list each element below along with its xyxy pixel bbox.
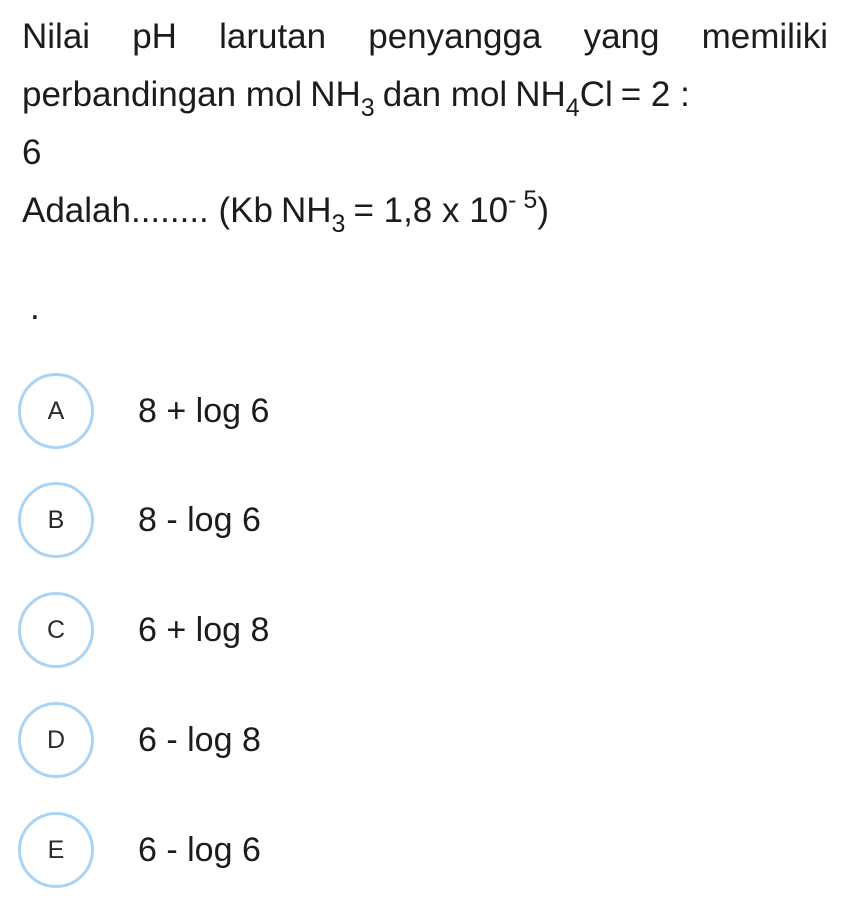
question-line-1: Nilai pH larutan penyangga yang memiliki: [22, 17, 828, 56]
trailing-dot: .: [30, 288, 40, 327]
formula-nh4cl-subscript: 4: [565, 94, 580, 122]
option-a[interactable]: [18, 371, 578, 451]
option-c-text: 6 + log 8: [138, 610, 270, 649]
option-e[interactable]: [18, 810, 578, 890]
option-e-text: 6 - log 6: [138, 830, 261, 869]
option-d[interactable]: [18, 700, 578, 780]
option-a-letter: A: [47, 396, 65, 425]
option-b-text: 8 - log 6: [138, 500, 261, 539]
option-d-letter: D: [46, 725, 66, 754]
option-a-circle[interactable]: [18, 373, 94, 449]
question-text-perbandingan: perbandingan mol: [22, 75, 303, 114]
question-line-2: [22, 66, 828, 124]
question-line-4: [22, 182, 828, 240]
formula-kb-nh3: [280, 191, 346, 238]
option-e-circle[interactable]: [18, 812, 94, 888]
formula-nh4cl: [515, 75, 613, 122]
option-c-circle[interactable]: [18, 592, 94, 668]
option-b[interactable]: [18, 480, 578, 560]
option-d-text: 6 - log 8: [138, 720, 261, 759]
formula-nh3: [310, 75, 375, 122]
formula-nh3-nh: NH: [310, 75, 361, 114]
option-c-letter: C: [46, 615, 66, 644]
question-line-3: 6: [22, 133, 42, 172]
option-a-text: 8 + log 6: [138, 391, 270, 430]
kb-value: = 1,8 x 10: [353, 191, 509, 230]
formula-kb-nh: NH: [280, 191, 332, 230]
formula-nh3-subscript: 3: [360, 94, 375, 122]
formula-nh4cl-nh: NH: [515, 75, 566, 114]
question-text: [22, 8, 828, 240]
option-e-letter: E: [47, 835, 65, 864]
ratio-text: = 2 :: [620, 75, 690, 114]
kb-exponent: - 5: [508, 186, 538, 214]
formula-nh4cl-cl: Cl: [579, 75, 613, 114]
option-b-letter: B: [47, 505, 65, 534]
question-text-dan-mol: dan mol: [382, 75, 508, 114]
formula-kb-subscript: 3: [331, 210, 346, 238]
option-c[interactable]: [18, 590, 578, 670]
close-paren: ): [537, 191, 549, 230]
option-d-circle[interactable]: [18, 702, 94, 778]
option-b-circle[interactable]: [18, 482, 94, 558]
question-text-adalah: Adalah........ (Kb: [22, 191, 273, 230]
